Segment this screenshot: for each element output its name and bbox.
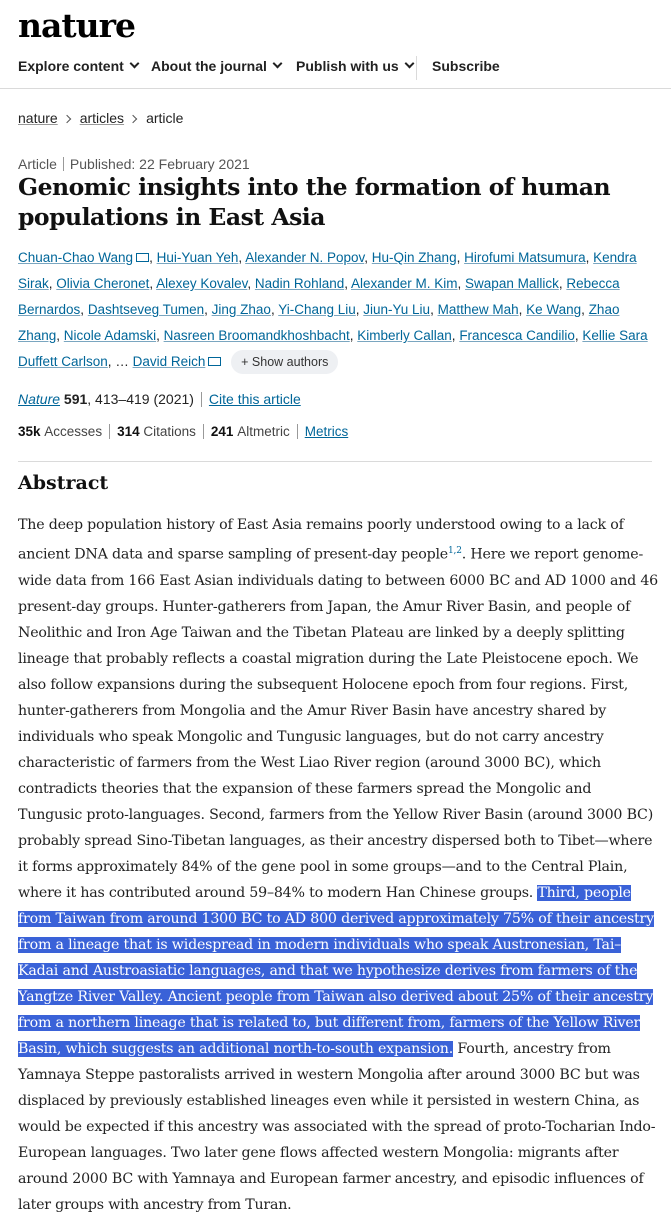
accesses-count: 35k [18, 424, 41, 439]
author-link[interactable]: Alexander N. Popov [245, 250, 365, 265]
author-link[interactable]: Jing Zhao [211, 302, 271, 317]
abstract-part-1: The deep population history of East Asia remains poorly understood owing to a lack of ancient DNA data and sparse sampling of present-day people [18, 517, 624, 563]
author-link[interactable]: Dashtseveg Tumen [87, 302, 205, 317]
mail-icon[interactable] [136, 253, 149, 262]
abstract-highlighted-selection: Third, people from Taiwan from around 1300 BC to AD 800 derived approximately 75% of their ancestry from a lineage that is widespread in modern individuals who speak Austronesian, Tai–Kadai and Austroasiatic languages, and that we hypothesize derives from farmers of the Yangtze River Valley. Ancient people from Taiwan also derived about 25% of their ancestry from a northern lineage that is related to, but different from, farmers of the Yellow River Basin, which suggests an additional north-to-south expansion. [18, 884, 654, 1057]
volume: 591 [63, 391, 88, 407]
breadcrumb-home[interactable]: nature [18, 110, 58, 126]
altmetric-label: Altmetric [237, 424, 290, 439]
accesses-label: Accesses [44, 424, 103, 439]
chevron-down-icon [404, 59, 414, 69]
reference-link[interactable]: 1,2 [448, 546, 462, 556]
metrics-divider [297, 424, 298, 439]
nav-explore-content[interactable] [18, 58, 138, 74]
nav-about-journal[interactable] [151, 58, 281, 74]
nav-explore-label: Explore content [18, 58, 124, 74]
author-link[interactable]: Yi-Chang Liu [278, 302, 356, 317]
cite-this-article-link[interactable]: Cite this article [208, 391, 301, 407]
author-link[interactable]: Jiun-Yu Liu [363, 302, 431, 317]
author-link[interactable]: Alexey Kovalev [156, 276, 248, 291]
breadcrumb-current: article [146, 110, 184, 126]
abstract-part-2: . Here we report genome-wide data from 166 East Asian individuals dating to between 6000 BC and AD 1000 and 46 present-day groups. Hunter-gatherers from Japan, the Amur River Basin, and people of Neolithic and Iron Age Taiwan and the Tibetan Plateau are linked by a deeply splitting lineage that probably reflects a coastal migration during the Late Pleistocene epoch. We also follow expansions during the subsequent Holocene epoch from four regions. First, hunter-gatherers from Mongolia and the Amur River Basin have ancestry shared by individuals who speak Mongolic and Tungusic languages, but do not carry ancestry characteristic of farmers from the West Liao River region (around 3000 BC), which contradicts theories that the expansion of these farmers spread the Mongolic and Tungusic proto-languages. Second, farmers from the Yellow River Basin (around 3000 BC) probably spread Sino-Tibetan languages, as their ancestry dispersed both to Tibet—where it forms approximately 84% of the gene pool in some groups—and to the Central Plain, where it has contributed around 59–84% to modern Han Chinese groups. [18, 546, 659, 901]
mail-icon[interactable] [208, 357, 221, 366]
main-nav [0, 46, 671, 89]
article-meta [18, 156, 250, 172]
author-ellipsis: … [115, 354, 129, 369]
cite-divider [201, 392, 202, 407]
nav-subscribe[interactable]: Subscribe [432, 58, 500, 74]
author-link[interactable]: Francesca Candilio [459, 328, 575, 343]
section-divider [18, 461, 652, 462]
author-list: Chuan-Chao Wang , Hui-Yuan Yeh, Alexander N. Popov, Hu-Qin Zhang, Hirofumi Matsumura, Kendra Sirak, Olivia Cheronet, Alexey Kovalev, Nadin Rohland, Alexander M. Kim, Swapan Mallick, Rebecca Bernardos, Dashtseveg Tumen, Jing Zhao, Yi-Chang Liu, Jiun-Yu Liu, Matthew Mah, Ke Wang, Zhao Zhang, Nicole Adamski, Nasreen Broomandkhoshbacht, Kimberly Callan, Francesca Candilio, Kellie Sara Duffett Carlson, … David Reich + Show authors [18, 245, 658, 375]
author-link[interactable]: Zhao Zhang [18, 302, 620, 343]
author-link[interactable]: Olivia Cheronet [56, 276, 150, 291]
show-authors-label: Show authors [251, 355, 329, 369]
show-authors-button[interactable] [231, 350, 338, 374]
author-link[interactable]: Nasreen Broomandkhoshbacht [163, 328, 350, 343]
article-metrics [18, 424, 348, 439]
breadcrumb-articles[interactable]: articles [79, 110, 125, 126]
chevron-down-icon [272, 59, 282, 69]
author-link[interactable]: Matthew Mah [437, 302, 519, 317]
metrics-divider [109, 424, 110, 439]
pages: , 413–419 (2021) [87, 391, 194, 407]
metrics-link[interactable]: Metrics [304, 424, 349, 439]
author-link[interactable]: Alexander M. Kim [350, 276, 458, 291]
citations-count: 314 [117, 424, 140, 439]
author-link[interactable]: David Reich [132, 354, 206, 369]
chevron-down-icon [129, 59, 139, 69]
author-link[interactable]: Hui-Yuan Yeh [156, 250, 239, 265]
author-link[interactable]: Nicole Adamski [63, 328, 157, 343]
breadcrumb [18, 110, 183, 126]
article-title: Genomic insights into the formation of human populations in East Asia [18, 173, 611, 231]
nav-publish-label: Publish with us [296, 58, 399, 74]
article-type: Article [18, 156, 57, 172]
chevron-right-icon [62, 115, 70, 123]
author-link[interactable]: Kellie Sara Duffett Carlson [18, 328, 648, 369]
nav-about-label: About the journal [151, 58, 267, 74]
published-date: Published: 22 February 2021 [69, 156, 250, 172]
author-link[interactable]: Kimberly Callan [357, 328, 452, 343]
chevron-right-icon [129, 115, 137, 123]
author-link[interactable]: Swapan Mallick [465, 276, 559, 291]
plus-icon: + [241, 355, 249, 369]
metrics-divider [203, 424, 204, 439]
author-link[interactable]: Kendra Sirak [18, 250, 637, 291]
abstract-heading: Abstract [18, 472, 109, 494]
author-link[interactable]: Chuan-Chao Wang [18, 250, 134, 265]
author-link[interactable]: Nadin Rohland [254, 276, 345, 291]
citations-label: Citations [143, 424, 196, 439]
author-link[interactable]: Hu-Qin Zhang [371, 250, 457, 265]
author-link[interactable]: Rebecca Bernardos [18, 276, 620, 317]
nav-publish[interactable] [296, 58, 413, 74]
citation-line [18, 391, 301, 407]
author-link[interactable]: Hirofumi Matsumura [464, 250, 586, 265]
abstract-text [18, 512, 658, 1218]
author-link[interactable]: Ke Wang [526, 302, 582, 317]
journal-link[interactable]: Nature [18, 391, 61, 407]
abstract-part-3: Fourth, ancestry from Yamnaya Steppe pastoralists arrived in western Mongolia after around 3000 BC but was displaced by previously established lineages even while it persisted in western China, as would be expected if this ancestry was associated with the spread of proto-Tocharian Indo-European languages. Two later gene flows affected western Mongolia: migrants after around 2000 BC with Yamnaya and European farmer ancestry, and episodic influences of later groups with ancestry from Turan. [18, 1040, 656, 1213]
altmetric-count: 241 [210, 424, 234, 439]
meta-divider [63, 157, 64, 171]
nav-divider [416, 56, 417, 80]
site-logo[interactable]: nature [18, 6, 135, 45]
